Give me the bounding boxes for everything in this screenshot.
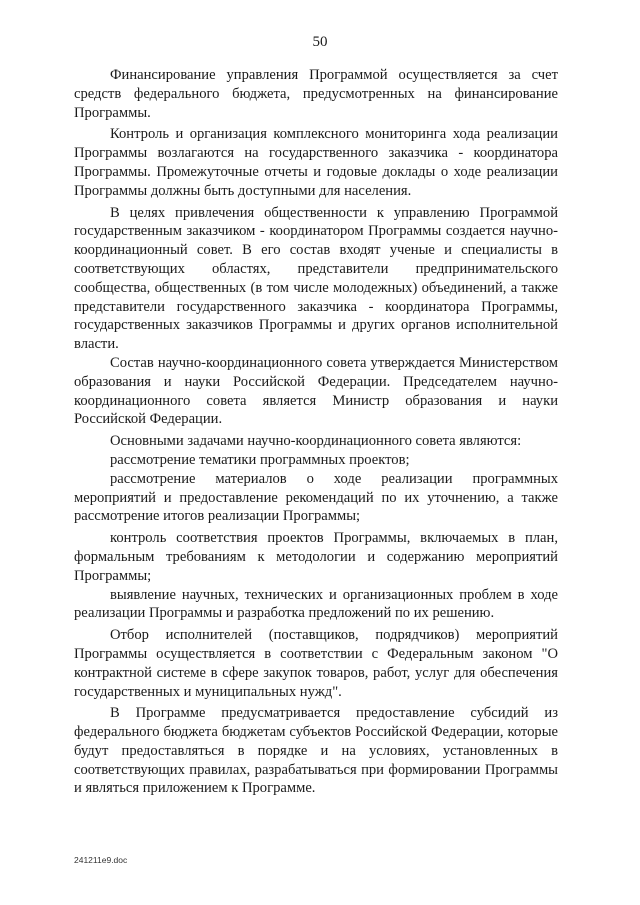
paragraph-contractors: Отбор исполнителей (поставщиков, подрядчиков) мероприятий Программы осуществляется в соответствии с Федеральным законом "О контрактной системе в сфере закупок товаров, работ, услуг для обеспечения государственных и муниципальных нужд".	[74, 627, 558, 700]
paragraph-monitoring: Контроль и организация комплексного мониторинга хода реализации Программы возлагаются на государственного заказчика - координатора Программы. Промежуточные отчеты и годовые доклады о ходе реализации Программы должны быть доступными для населения.	[74, 126, 558, 199]
paragraph-funding: Финансирование управления Программой осуществляется за счет средств федерального бюджета, предусмотренных на финансирование Программы.	[74, 67, 558, 121]
list-item-task-3: контроль соответствия проектов Программы, включаемых в план, формальным требованиям к методологии и содержанию мероприятий Программы;	[74, 530, 558, 584]
page-number: 50	[312, 34, 328, 50]
list-item-task-1: рассмотрение тематики программных проектов;	[110, 451, 410, 468]
paragraph-tasks-intro: Основными задачами научно-координационного совета являются:	[110, 433, 522, 450]
paragraph-council: В целях привлечения общественности к управлению Программой государственным заказчиком - координатором Программы создается научно-координационный совет. В его состав входят ученые и специалисты в соответствующих областях, представители предпринимательского сообщества, общественных (в том числе молодежных) объединений, а также представители государственного заказчика - координатора Программы, государственных заказчиков Программы и других органов исполнительной власти.	[74, 204, 558, 353]
list-item-task-2: рассмотрение материалов о ходе реализации программных мероприятий и предоставление рекомендаций по их уточнению, а также рассмотрение итогов реализации Программы;	[74, 470, 558, 525]
paragraph-subsidies: В Программе предусматривается предоставление субсидий из федерального бюджета бюджетам субъектов Российской Федерации, которые будут предоставляться в порядке и на условиях, установленных в соответствующих правилах, разрабатываться при формировании Программы и являться приложением к Программе.	[74, 705, 558, 797]
list-item-task-4: выявление научных, технических и организационных проблем в ходе реализации Программы и разработка предложений по их решению.	[74, 586, 558, 622]
paragraph-council-composition: Состав научно-координационного совета утверждается Министерством образования и науки Российской Федерации. Председателем научно-координационного совета является Министр образования и науки Российской Федерации.	[74, 354, 558, 428]
body-text	[74, 66, 558, 798]
document-filename: 241211e9.doc	[74, 855, 128, 865]
